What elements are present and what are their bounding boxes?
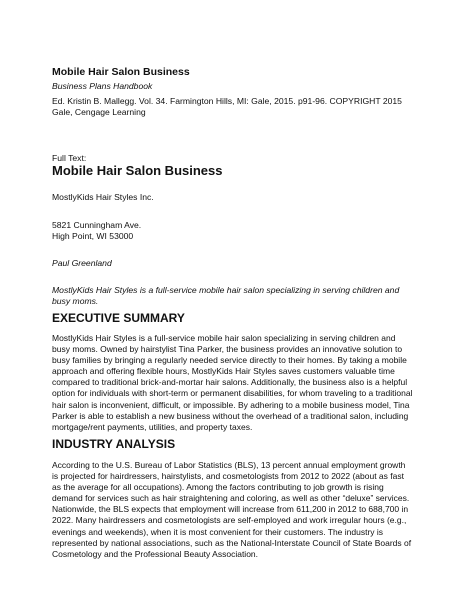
paragraph-line: compared to traditional brick-and-mortar hair salons. Additionally, the business also is a helpful	[52, 377, 408, 388]
tagline-line: busy moms.	[52, 296, 99, 306]
author-name: Paul Greenland	[52, 258, 112, 268]
paragraph-line: represented by national associations, such as the National-Interstate Council of State Boards of	[52, 537, 412, 548]
company-name: MostlyKids Hair Styles Inc.	[52, 192, 154, 202]
paragraph-line: option for individuals with short-term or permanent disabilities, for whom traveling to a traditional	[52, 388, 413, 399]
paragraph-line: busy families by bringing a regularly needed service directly to their homes. By taking a mobile	[52, 355, 407, 366]
fulltext-label: Full Text:	[52, 153, 87, 163]
source-handbook: Business Plans Handbook	[52, 81, 153, 91]
executive-summary-paragraph	[52, 333, 424, 433]
industry-analysis-paragraph	[52, 460, 424, 560]
citation-line: Ed. Kristin B. Mallegg. Vol. 34. Farmington Hills, MI: Gale, 2015. p91-96. COPYRIGHT 2015	[52, 96, 402, 106]
executive-summary-heading: EXECUTIVE SUMMARY	[52, 311, 185, 325]
tagline	[52, 285, 424, 307]
industry-analysis-heading: INDUSTRY ANALYSIS	[52, 437, 176, 451]
paragraph-line: demand for services such as hair straightening and coloring, as well as other “deluxe” services.	[52, 493, 410, 504]
paragraph-line: as the average for all occupations). Among the factors contributing to job growth is rising	[52, 482, 384, 493]
citation	[52, 96, 424, 118]
address-line: 5821 Cunningham Ave.	[52, 220, 142, 230]
paragraph-line: Parker is able to establish a new business without the overhead of a traditional salon, including	[52, 410, 409, 421]
tagline-line: MostlyKids Hair Styles is a full-service mobile hair salon specializing in serving children and	[52, 285, 400, 295]
citation-line: Gale, Cengage Learning	[52, 107, 146, 117]
paragraph-line: is projected for hairdressers, hairstylists, and cosmetologists from 2012 to 2022 (about as fast	[52, 471, 404, 482]
paragraph-line: evenings and weekends), when it is most convenient for their customers. The industry is	[52, 526, 384, 537]
paragraph-line: Cosmetology and the Professional Beauty Association.	[52, 548, 259, 559]
paragraph-line: MostlyKids Hair Styles is a full-service mobile hair salon specializing in serving children and	[52, 333, 396, 343]
paragraph-line: mortgage/rent payments, utilities, and property taxes.	[52, 421, 253, 432]
source-title: Mobile Hair Salon Business	[52, 66, 190, 78]
paragraph-line: Nationwide, the BLS expects that employment will increase from 611,200 in 2012 to 688,700 in	[52, 504, 409, 515]
paragraph-line: hair salon is inconvenient, difficult, or impossible. By adhering to a mobile business model, Tina	[52, 399, 410, 410]
paragraph-line: According to the U.S. Bureau of Labor Statistics (BLS), 13 percent annual employment growth	[52, 460, 406, 470]
paragraph-line: 2022. Many hairdressers and cosmetologists are self-employed and work irregular hours (e.g.,	[52, 515, 407, 526]
fulltext-title: Mobile Hair Salon Business	[52, 163, 223, 178]
address-line: High Point, WI 53000	[52, 231, 134, 241]
address	[52, 220, 424, 242]
paragraph-line: busy moms. Owned by hairstylist Tina Parker, the business provides an innovative solution to	[52, 344, 403, 355]
paragraph-line: approach and offering flexible hours, MostlyKids Hair Styles saves customers valuable time	[52, 366, 395, 377]
